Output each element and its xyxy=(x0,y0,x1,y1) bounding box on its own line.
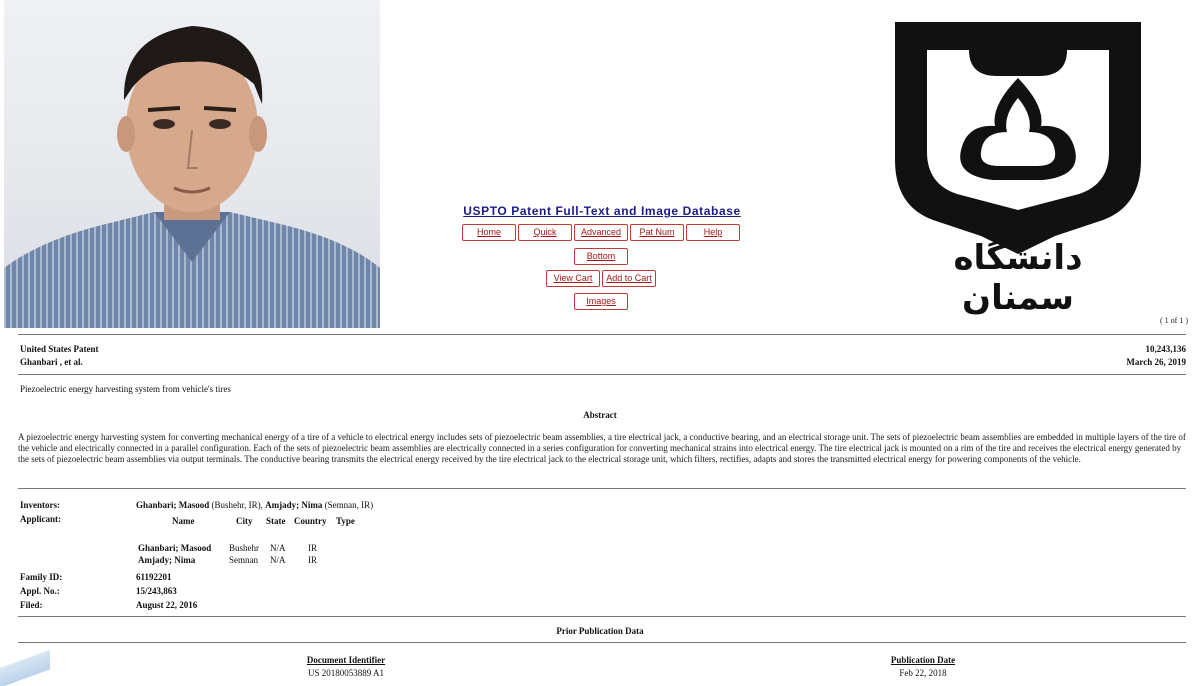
publication-date-value: Feb 22, 2018 xyxy=(899,668,947,678)
inventor-name-2: Amjady; Nima xyxy=(265,500,323,510)
applicant-header-state: State xyxy=(266,516,286,526)
applicant-header-country: Country xyxy=(294,516,327,526)
home-button[interactable]: Home xyxy=(462,224,516,241)
patent-label: United States Patent xyxy=(20,344,99,354)
inventor-location-1: (Bushehr, IR), xyxy=(209,500,266,510)
divider xyxy=(18,488,1186,489)
applicant-header-name: Name xyxy=(172,516,195,526)
family-id-value: 61192201 xyxy=(136,572,172,582)
abstract-text: A piezoelectric energy harvesting system for converting mechanical energy of a tire of a vehicle to electrical energy includes sets of piezoelectric beam assemblies, a tire electrical jack, a conductive bearing, and an electrical storage unit. The sets of piezoelectric beam assemblies are embedded in multiple layers of the tire of the vehicle and electrically connected in a parallel configuration. Each of the sets of piezoelectric beam assemblies are electrically connected in a series configuration for converting mechanical strains into electrical energy. The tire electrical jack is mounted on a rim of the tire and receives the electrical energy generated by the sets of piezoelectric beam assemblies via output terminals. The conductive bearing transmits the electrical energy received by the tire electrical jack to the electrical storage unit, which filters, rectifies, adapts and stores the transmitted electrical energy for powering components of the vehicle. xyxy=(18,432,1186,464)
inventor-location-2: (Semnan, IR) xyxy=(322,500,374,510)
document-identifier-value: US 20180053889 A1 xyxy=(307,668,384,678)
inventors-short: Ghanbari , et al. xyxy=(20,357,83,367)
applicant-state-2: N/A xyxy=(270,555,286,565)
patent-title: Piezoelectric energy harvesting system from vehicle's tires xyxy=(20,384,231,394)
appl-no-value: 15/243,863 xyxy=(136,586,177,596)
database-title[interactable]: USPTO Patent Full-Text and Image Database xyxy=(463,204,741,218)
patent-date: March 26, 2019 xyxy=(1126,357,1186,367)
advanced-search-button[interactable]: Advanced xyxy=(574,224,628,241)
appl-no-label: Appl. No.: xyxy=(20,586,60,596)
filed-label: Filed: xyxy=(20,600,43,610)
applicant-label: Applicant: xyxy=(20,514,62,524)
patent-number-button[interactable]: Pat Num xyxy=(630,224,684,241)
page-count: ( 1 of 1 ) xyxy=(1160,316,1188,325)
document-identifier-header: Document Identifier xyxy=(306,655,386,665)
applicant-state-1: N/A xyxy=(270,543,286,553)
divider xyxy=(18,334,1186,335)
images-button[interactable]: Images xyxy=(574,293,628,310)
inventor-photo xyxy=(4,0,380,328)
applicant-country-1: IR xyxy=(308,543,317,553)
patent-number: 10,243,136 xyxy=(1145,344,1186,354)
inventor-name-1: Ghanbari; Masood xyxy=(136,500,210,510)
bottom-button[interactable]: Bottom xyxy=(574,248,628,265)
divider xyxy=(18,642,1186,643)
divider xyxy=(18,616,1186,617)
applicant-name-2: Amjady; Nima xyxy=(138,555,196,565)
filed-value: August 22, 2016 xyxy=(136,600,198,610)
publication-date-header: Publication Date xyxy=(890,655,956,665)
family-id-label: Family ID: xyxy=(20,572,63,582)
university-logo xyxy=(893,20,1143,318)
applicant-header-city: City xyxy=(236,516,253,526)
decorative-swoosh xyxy=(0,648,50,686)
applicant-header-type: Type xyxy=(336,516,355,526)
prior-publication-heading: Prior Publication Data xyxy=(556,626,644,636)
divider xyxy=(18,374,1186,375)
inventors-label: Inventors: xyxy=(20,500,60,510)
inventors-value xyxy=(136,500,373,510)
applicant-country-2: IR xyxy=(308,555,317,565)
applicant-city-1: Bushehr xyxy=(229,543,259,553)
add-to-cart-button[interactable]: Add to Cart xyxy=(602,270,656,287)
applicant-name-1: Ghanbari; Masood xyxy=(138,543,212,553)
view-cart-button[interactable]: View Cart xyxy=(546,270,600,287)
abstract-heading: Abstract xyxy=(583,410,617,420)
applicant-city-2: Semnan xyxy=(229,555,258,565)
university-name-text: دانشگاه سمنان xyxy=(953,238,1083,318)
quick-search-button[interactable]: Quick xyxy=(518,224,572,241)
help-button[interactable]: Help xyxy=(686,224,740,241)
